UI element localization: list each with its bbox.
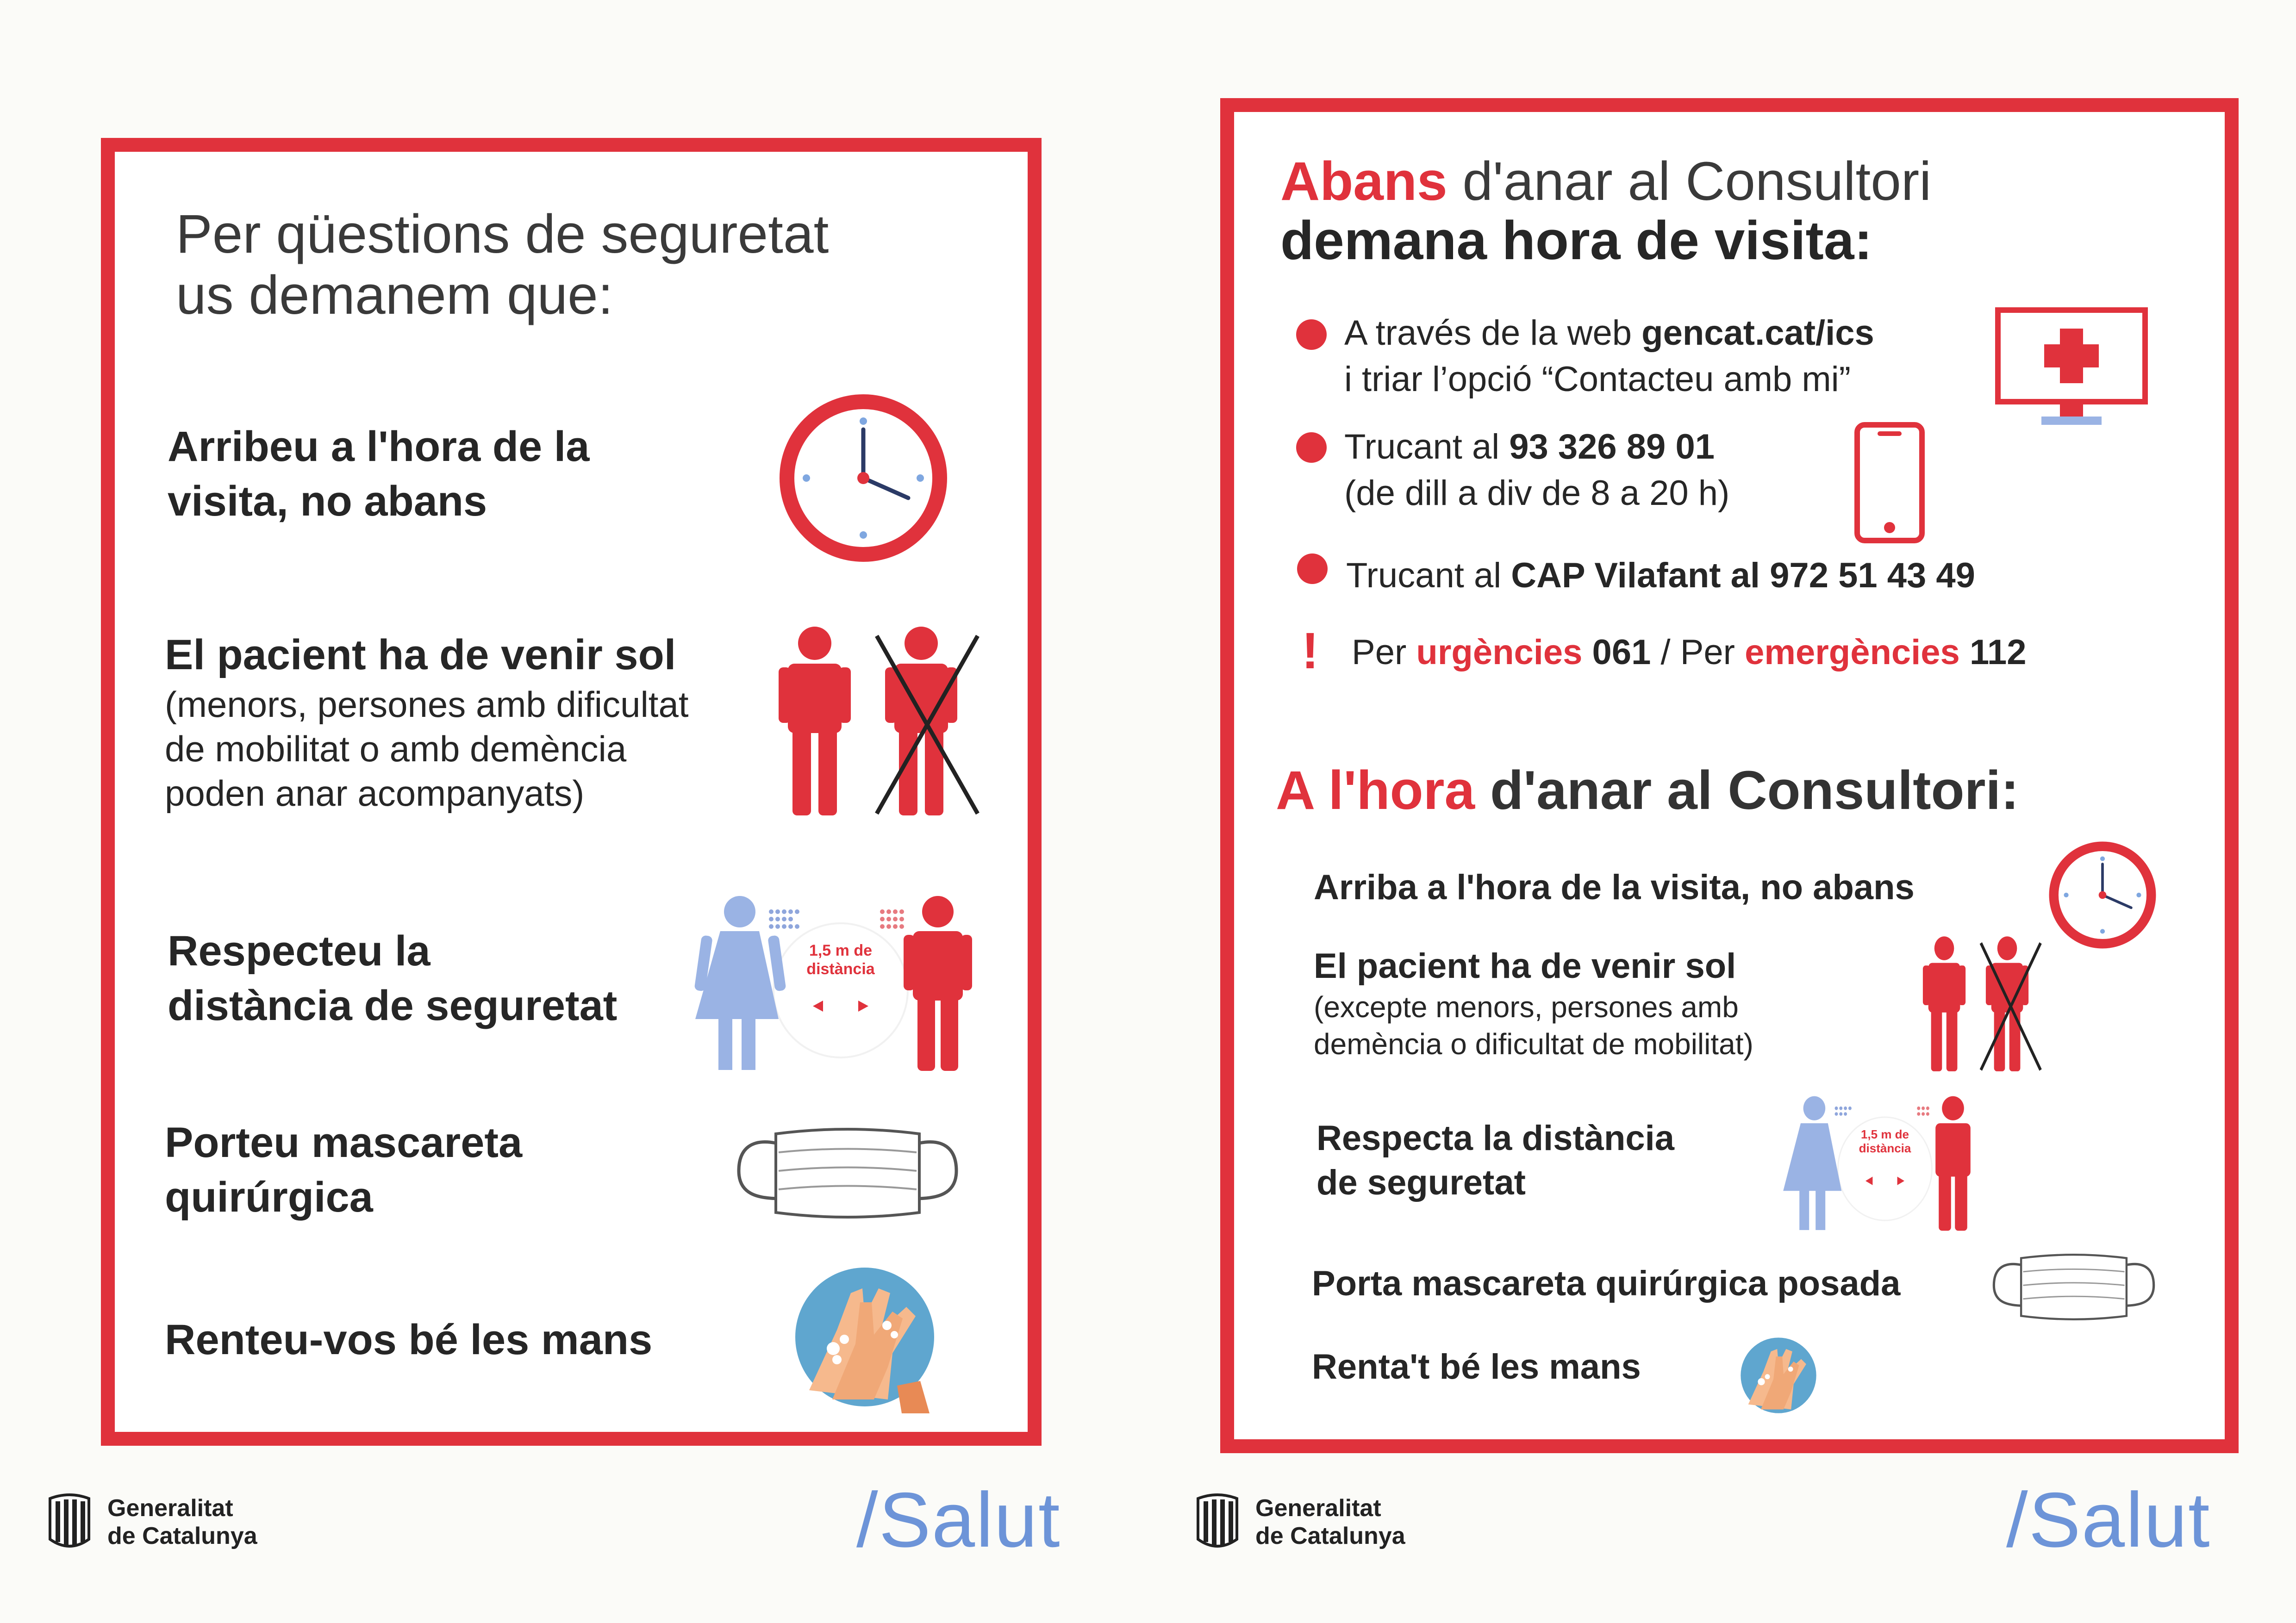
bullet-cap-number: CAP Vilafant al 972 51 43 49	[1511, 556, 1975, 595]
bullet-web-url: gencat.cat/ics	[1641, 313, 1874, 353]
right-item-distance-line-2: de seguretat	[1316, 1163, 1526, 1202]
distance-label	[1858, 1127, 1912, 1155]
right-item-alone-title: El pacient ha de venir sol	[1314, 946, 1736, 986]
right-item-alone-detail-2: demència o dificultat de mobilitat)	[1314, 1027, 1753, 1061]
bullet-dot	[1297, 553, 1328, 584]
urgency-word: urgències	[1416, 633, 1583, 672]
mask-icon	[1990, 1248, 2157, 1326]
bullet-dot	[1296, 319, 1327, 350]
left-poster-title	[176, 204, 829, 326]
left-title-line-1: Per qüestions de seguretat	[176, 204, 829, 265]
clock-icon	[2048, 840, 2157, 950]
left-item-alone-detail-1: (menors, persones amb dificultat	[165, 684, 689, 725]
right-section2-rest: d'anar al Consultori:	[1475, 760, 2019, 821]
bullet-cap-text: Trucant al	[1346, 556, 1511, 595]
left-item-distance	[168, 924, 617, 1033]
mask-icon	[734, 1120, 961, 1226]
generalitat-logo-icon	[1196, 1493, 1239, 1551]
distance-label-line-1: 1,5 m de	[809, 942, 873, 959]
left-item-alone-title: El pacient ha de venir sol	[165, 631, 676, 678]
left-logo-line-2: de Catalunya	[107, 1523, 257, 1549]
clock-icon	[778, 392, 949, 564]
people-crossed-icon	[1920, 936, 2046, 1075]
left-footer-logo	[48, 1493, 257, 1551]
distance-label-line-1: 1,5 m de	[1860, 1127, 1909, 1141]
left-item-distance-line-1: Respecteu la	[168, 927, 430, 975]
computer-icon	[1995, 307, 2148, 429]
right-item-alone-detail-1: (excepte menors, persones amb	[1314, 990, 1739, 1024]
right-title-red-word: Abans	[1280, 151, 1447, 212]
left-logo-text	[107, 1494, 257, 1550]
right-title-line-2: demana hora de visita:	[1280, 210, 1872, 271]
left-item-alone-detail-3: poden anar acompanyats)	[165, 773, 585, 814]
emergency-number: 112	[1959, 633, 2027, 672]
exclamation-icon: !	[1302, 622, 1319, 679]
bullet-web-line-1	[1344, 310, 1874, 356]
right-poster	[1148, 0, 2296, 1623]
bullet-phone-text: Trucant al	[1344, 427, 1510, 466]
distance-icon	[702, 893, 980, 1074]
bullet-phone-number: 93 326 89 01	[1509, 427, 1715, 466]
right-logo-line-1: Generalitat	[1255, 1495, 1381, 1522]
right-item-distance	[1316, 1116, 1674, 1205]
handwash-icon	[781, 1261, 948, 1413]
bullet-web	[1344, 310, 1874, 403]
urgency-separator: / Per	[1651, 633, 1745, 672]
urgency-line	[1352, 629, 2027, 676]
distance-icon	[1788, 1094, 1982, 1233]
bullet-phone	[1344, 424, 1729, 516]
bullet-dot	[1296, 432, 1327, 463]
handwash-icon	[1733, 1334, 1824, 1417]
right-title-rest: d'anar al Consultori	[1447, 151, 1932, 212]
bullet-phone-line-1	[1344, 424, 1729, 470]
distance-label-line-2: distància	[1859, 1141, 1911, 1155]
left-item-mask-line-2: quirúrgica	[165, 1174, 373, 1221]
left-logo-line-1: Generalitat	[107, 1495, 233, 1522]
left-item-mask	[165, 1115, 522, 1225]
distance-label-line-2: distància	[806, 960, 875, 978]
right-item-alone	[1314, 944, 1753, 1063]
people-crossed-icon	[774, 626, 987, 820]
generalitat-logo-icon	[48, 1493, 91, 1551]
right-footer-logo	[1196, 1493, 1405, 1551]
right-logo-line-2: de Catalunya	[1255, 1523, 1405, 1549]
bullet-web-line-2: i triar l’opció “Contacteu amb mi”	[1344, 360, 1851, 399]
bullet-cap	[1346, 553, 1975, 599]
emergency-word: emergències	[1745, 633, 1960, 672]
left-item-distance-line-2: distància de seguretat	[168, 982, 618, 1029]
right-salut-brand: /Salut	[2006, 1476, 2211, 1563]
left-item-hands	[165, 1312, 652, 1367]
bullet-phone-line-2: (de dill a div de 8 a 20 h)	[1344, 473, 1730, 513]
right-section2-title	[1276, 762, 2019, 820]
right-logo-text	[1255, 1494, 1405, 1550]
left-salut-brand: /Salut	[856, 1476, 1061, 1563]
right-item-hands: Renta't bé les mans	[1312, 1347, 1641, 1387]
left-item-arrival	[168, 419, 589, 529]
distance-label	[804, 941, 878, 978]
left-item-arrival-line-2: visita, no abans	[168, 478, 487, 525]
right-item-distance-line-1: Respecta la distància	[1316, 1119, 1675, 1158]
right-item-mask: Porta mascareta quirúrgica posada	[1312, 1264, 1901, 1303]
left-item-mask-line-1: Porteu mascareta	[165, 1119, 523, 1166]
phone-icon	[1854, 422, 1925, 543]
urgency-per-1: Per	[1352, 633, 1416, 672]
left-title-line-2: us demanem que:	[176, 265, 613, 326]
left-item-hands-line-1: Renteu-vos bé les mans	[165, 1316, 653, 1363]
left-item-alone	[165, 628, 689, 815]
right-section2-red: A l'hora	[1276, 760, 1475, 821]
left-item-alone-detail-2: de mobilitat o amb demència	[165, 728, 627, 769]
left-item-arrival-line-1: Arribeu a l'hora de la	[168, 423, 590, 470]
right-item-arrival: Arriba a l'hora de la visita, no abans	[1314, 868, 1915, 907]
right-title-line-1	[1280, 153, 1931, 211]
urgency-number: 061	[1582, 633, 1651, 672]
bullet-web-text: A través de la web	[1344, 313, 1642, 353]
